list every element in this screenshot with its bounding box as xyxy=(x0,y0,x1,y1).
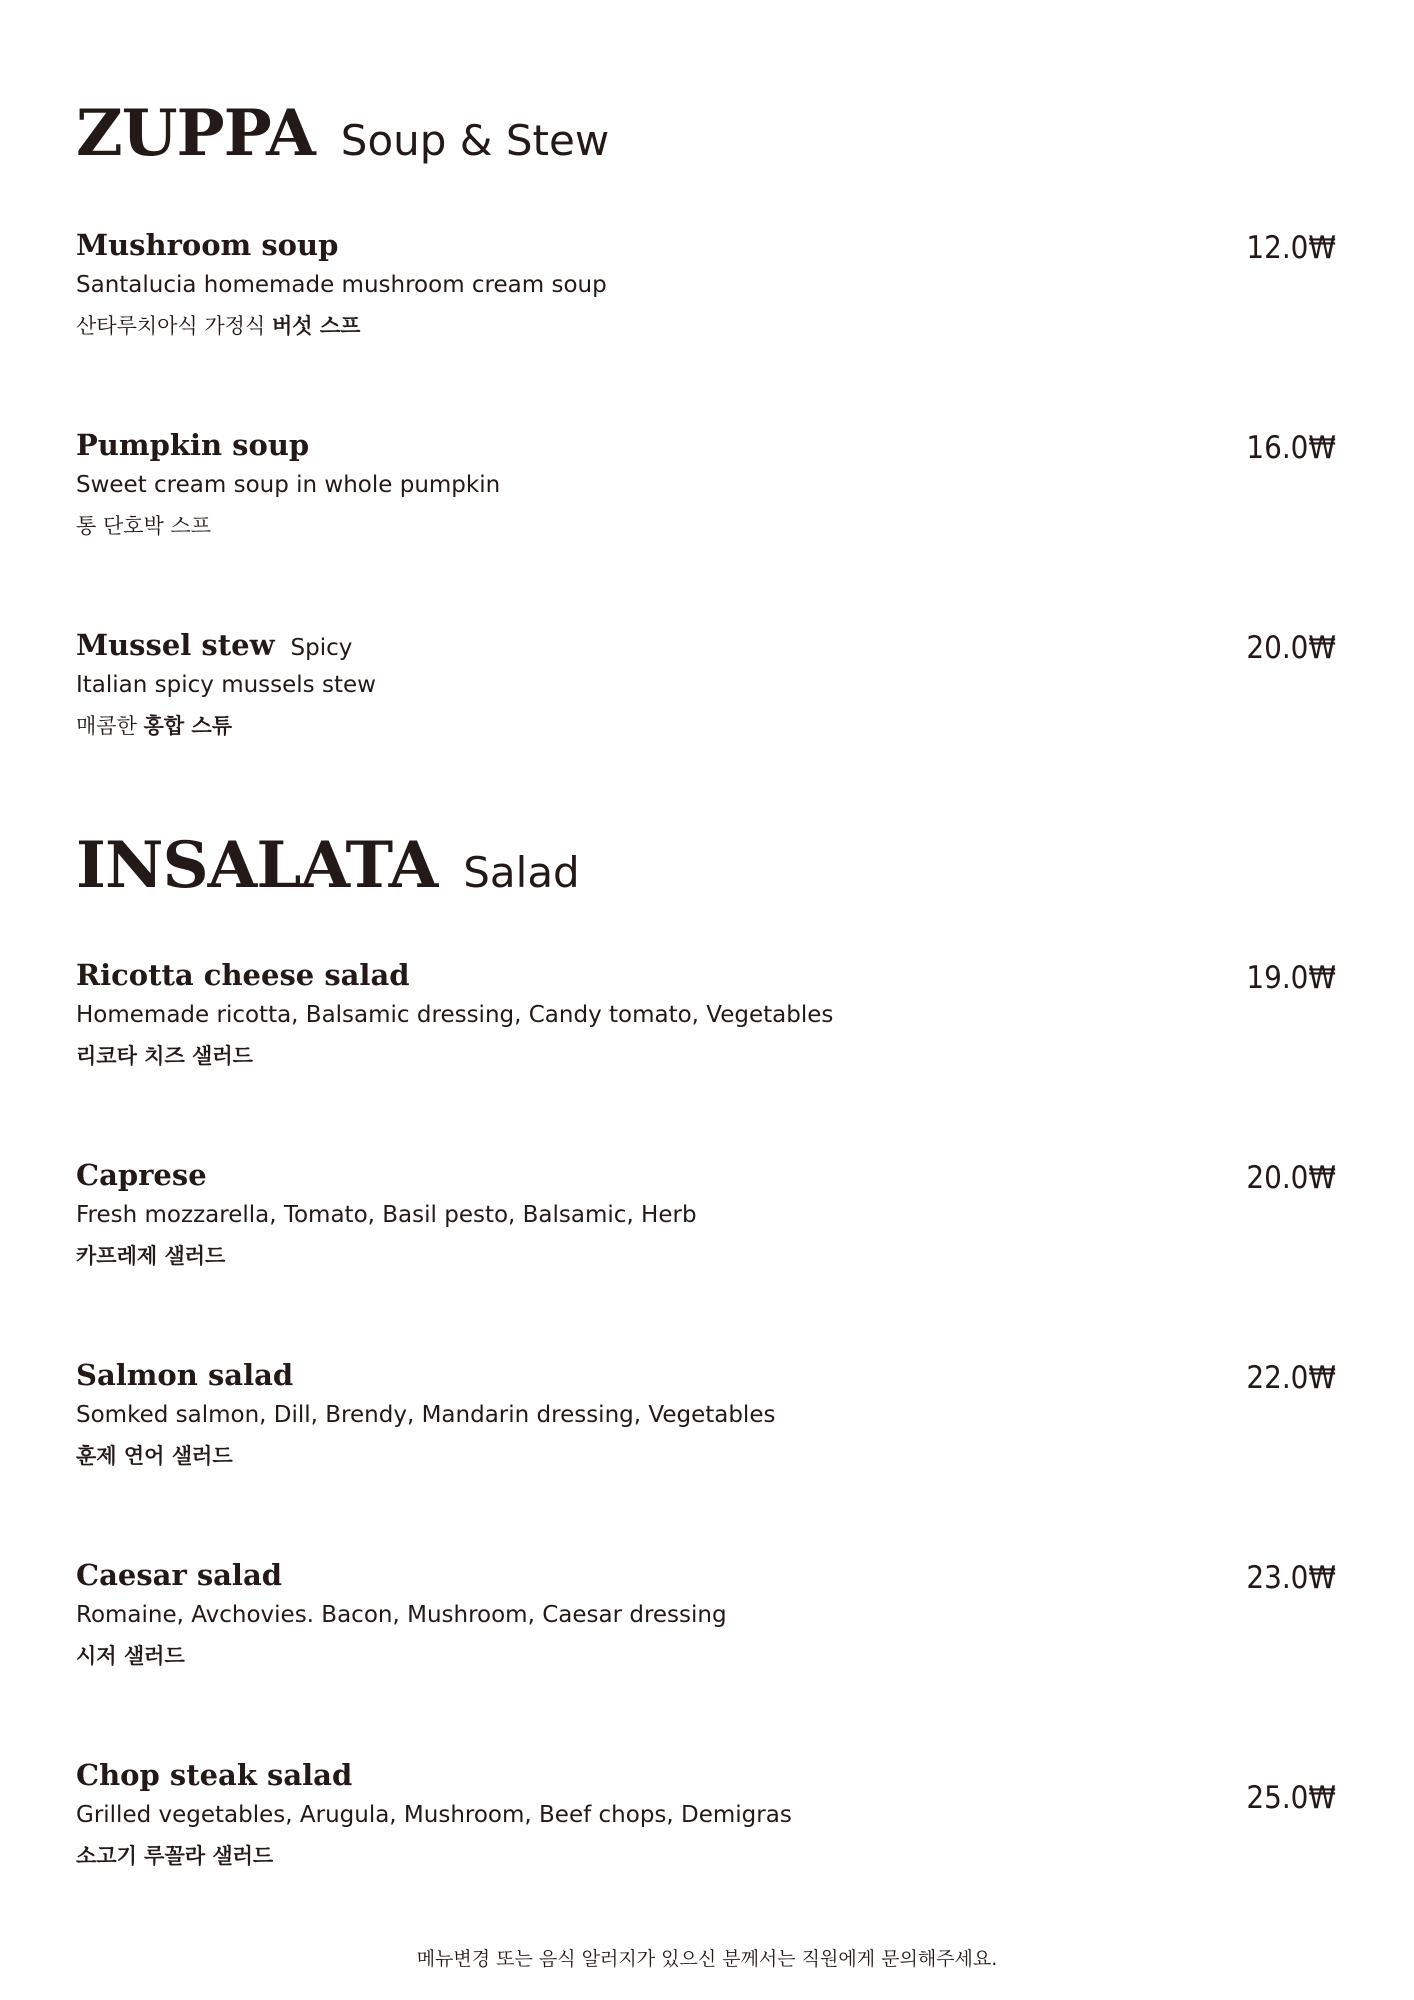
item-korean-name xyxy=(76,710,232,740)
item-name: Mushroom soup xyxy=(76,228,339,262)
item-name: Ricotta cheese salad xyxy=(76,958,410,992)
item-price: 23.0₩ xyxy=(1246,1560,1336,1596)
menu-item xyxy=(76,228,1336,348)
item-price: 16.0₩ xyxy=(1246,430,1336,466)
item-name: Chop steak salad xyxy=(76,1758,353,1792)
spicy-tag: Spicy xyxy=(290,635,353,661)
item-korean-name xyxy=(76,1240,225,1270)
item-korean-bold: 리코타 치즈 샐러드 xyxy=(76,1044,253,1068)
section-title-zuppa xyxy=(76,96,609,171)
menu-item xyxy=(76,1758,1336,1878)
item-korean-plain: 산타루치아식 가정식 xyxy=(76,314,272,338)
item-description: Santalucia homemade mushroom cream soup xyxy=(76,272,607,298)
item-price: 12.0₩ xyxy=(1246,230,1336,266)
item-korean-bold: 시저 샐러드 xyxy=(76,1644,185,1668)
allergy-notice: 메뉴변경 또는 음식 알러지가 있으신 분께서는 직원에게 문의해주세요. xyxy=(416,1948,998,1970)
menu-item xyxy=(76,628,1336,748)
item-name xyxy=(76,628,352,662)
item-korean-bold: 버섯 스프 xyxy=(271,314,361,338)
item-korean-bold: 홍합 스튜 xyxy=(143,714,233,738)
section-title-english: Soup & Stew xyxy=(340,116,610,165)
item-description: Romaine, Avchovies. Bacon, Mushroom, Caesar dressing xyxy=(76,1602,727,1628)
item-description: Homemade ricotta, Balsamic dressing, Candy tomato, Vegetables xyxy=(76,1002,834,1028)
menu-item xyxy=(76,1158,1336,1278)
menu-item xyxy=(76,1358,1336,1478)
item-korean-name xyxy=(76,510,211,540)
item-price: 22.0₩ xyxy=(1246,1360,1336,1396)
item-korean-bold: 훈제 연어 샐러드 xyxy=(76,1444,233,1468)
item-name: Caprese xyxy=(76,1158,207,1192)
item-korean-plain: 통 단호박 스프 xyxy=(76,514,212,538)
section-title-italian: ZUPPA xyxy=(76,96,315,171)
item-name: Pumpkin soup xyxy=(76,428,310,462)
item-description: Grilled vegetables, Arugula, Mushroom, Beef chops, Demigras xyxy=(76,1802,792,1828)
item-price: 20.0₩ xyxy=(1246,630,1336,666)
item-korean-bold: 소고기 루꼴라 샐러드 xyxy=(76,1844,274,1868)
item-name-text: Mussel stew xyxy=(76,628,275,662)
item-korean-name xyxy=(76,1440,233,1470)
item-price: 25.0₩ xyxy=(1246,1780,1336,1816)
menu-item xyxy=(76,958,1336,1078)
item-name: Salmon salad xyxy=(76,1358,294,1392)
item-korean-name xyxy=(76,310,360,340)
section-title-italian: INSALATA xyxy=(76,828,438,903)
item-description: Fresh mozzarella, Tomato, Basil pesto, Balsamic, Herb xyxy=(76,1202,697,1228)
item-name: Caesar salad xyxy=(76,1558,283,1592)
item-korean-name xyxy=(76,1640,185,1670)
item-price: 19.0₩ xyxy=(1246,960,1336,996)
item-price: 20.0₩ xyxy=(1246,1160,1336,1196)
item-description: Sweet cream soup in whole pumpkin xyxy=(76,472,501,498)
section-title-insalata xyxy=(76,828,580,903)
item-korean-name xyxy=(76,1840,273,1870)
item-description: Somked salmon, Dill, Brendy, Mandarin dressing, Vegetables xyxy=(76,1402,776,1428)
item-korean-name xyxy=(76,1040,253,1070)
menu-item xyxy=(76,1558,1336,1678)
menu-item xyxy=(76,428,1336,548)
item-korean-plain: 매콤한 xyxy=(76,714,144,738)
item-korean-bold: 카프레제 샐러드 xyxy=(76,1244,226,1268)
section-title-english: Salad xyxy=(463,848,580,897)
item-description: Italian spicy mussels stew xyxy=(76,672,376,698)
